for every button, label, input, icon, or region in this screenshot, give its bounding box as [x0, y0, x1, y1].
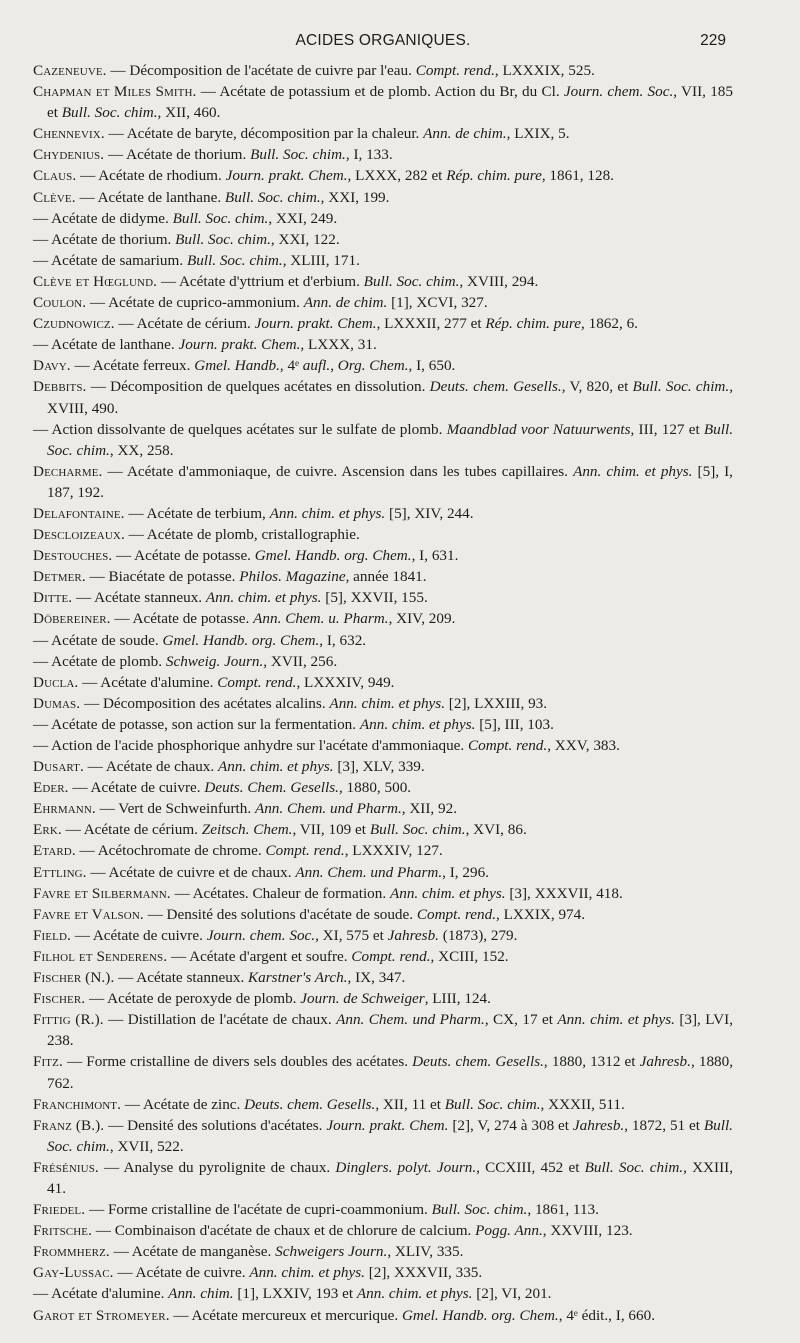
entry-text: , XVII, 256.	[263, 652, 338, 670]
entry-author: Czudnowicz.	[33, 315, 115, 333]
entry-text: , 4ᵉ	[279, 357, 303, 375]
entry-author: Descloizeaux.	[33, 526, 125, 544]
entry-author: Delafontaine.	[33, 504, 125, 522]
entry-text: — Acétate ferreux.	[70, 357, 195, 375]
bibliography-entry	[33, 1220, 733, 1241]
bibliography-entry	[33, 967, 733, 988]
entry-source-title: Schweig. Journ.	[165, 652, 264, 670]
bibliography-entry	[33, 165, 733, 186]
entry-author: Decharme.	[33, 462, 103, 480]
entry-text: — Acétate de cuivre.	[70, 926, 207, 944]
entry-text: — Densité des solutions d'acétate de soude.	[143, 905, 417, 923]
bibliography-entry	[33, 672, 733, 693]
entry-author: Fischer.	[33, 990, 86, 1008]
entry-text: , IX, 347.	[347, 969, 406, 987]
entry-source-title: Ann. de chim.	[303, 294, 388, 312]
bibliography-entry	[33, 1009, 733, 1051]
bibliography-entry	[33, 630, 733, 651]
entry-source-title: Compt. rend.	[217, 673, 297, 691]
entry-text: , LXIX, 5.	[506, 125, 570, 143]
entry-text: , 4ᵉ édit., I, 660.	[558, 1306, 656, 1324]
entry-text: , VII, 185 et	[47, 83, 733, 122]
entry-text: — Acétate de cuivre.	[113, 1264, 250, 1282]
entry-text: , CX, 17 et	[484, 1011, 558, 1029]
entry-text: — Acétate de cérium.	[61, 821, 202, 839]
entry-source-title: Jahresb.	[639, 1053, 691, 1071]
entry-text: , XVI, 86.	[465, 821, 527, 839]
entry-author: Ducla.	[33, 673, 79, 691]
entry-text: — Acétate de soude.	[33, 631, 163, 649]
entry-source-title: Journ. chem. Soc.	[563, 83, 674, 101]
entry-author: Franz (B.).	[33, 1116, 105, 1134]
entry-source-title: Deuts. Chem. Gesells.	[204, 779, 339, 797]
entry-text: , LXXXIX, 525.	[494, 62, 595, 79]
entry-text: , I, 650.	[408, 357, 456, 375]
entry-text: — Acétate de potassium et de plomb. Action du Br, du Cl.	[196, 83, 564, 101]
entry-text: — Décomposition des acétates alcalins.	[80, 694, 330, 712]
entry-text: , LXXX, 31.	[300, 336, 377, 354]
entry-source-title: Zeitsch. Chem.	[201, 821, 293, 839]
entry-text: — Acétate de rhodium.	[76, 167, 226, 185]
entry-author: Fitz.	[33, 1053, 63, 1071]
entry-source-title: Compt. rend.	[265, 842, 345, 860]
entry-author: Fischer (N.).	[33, 969, 115, 987]
entry-author: Destouches.	[33, 547, 113, 565]
entry-source-title: Dinglers. polyt. Journ.	[335, 1158, 477, 1176]
bibliography-entry	[33, 376, 733, 418]
entry-text: , I, 133.	[345, 146, 393, 164]
bibliography-list	[33, 60, 733, 1326]
entry-text: , 1862, 6.	[581, 315, 638, 333]
bibliography-entry	[33, 250, 733, 271]
entry-text: — Acétate de thorium.	[33, 230, 176, 248]
entry-text: [1], LXXIV, 193 et	[233, 1285, 357, 1303]
entry-text: , XXI, 199.	[320, 188, 390, 206]
entry-text: , LXXXIV, 949.	[296, 673, 395, 691]
entry-source-title: Journ. prakt. Chem.	[178, 336, 301, 354]
entry-text: [2], XXXVII, 335.	[364, 1264, 483, 1282]
entry-source-title: Ann. Chem. und Pharm.	[254, 800, 402, 818]
bibliography-entry	[33, 1241, 733, 1262]
entry-source-title: Gmel. Handb. org. Chem.	[401, 1306, 559, 1324]
entry-author: Friedel.	[33, 1201, 86, 1219]
bibliography-entry	[33, 1199, 733, 1220]
entry-text: — Décomposition de l'acétate de cuivre par l'eau.	[106, 62, 416, 79]
entry-text: [2], VI, 201.	[472, 1285, 552, 1303]
entry-source-title: Ann. Chem. und Pharm.	[336, 1011, 485, 1029]
entry-source-title: Ann. chim. et phys.	[329, 694, 445, 712]
entry-source-title: Rép. chim. pure	[446, 167, 542, 185]
entry-author: Filhol et Senderens.	[33, 947, 168, 965]
entry-author: Favre et Silbermann.	[33, 884, 171, 902]
entry-text: — Acétate de cuivre et de chaux.	[86, 863, 296, 881]
entry-text: — Acétate de potasse.	[112, 547, 255, 565]
entry-author: Gay-Lussac.	[33, 1264, 114, 1282]
entry-source-title: Bull. Soc. chim.	[47, 420, 733, 459]
entry-author: Field.	[33, 926, 71, 944]
entry-text: , année 1841.	[345, 568, 427, 586]
bibliography-entry	[33, 355, 733, 376]
entry-text: , 1880, 500.	[338, 779, 412, 797]
entry-text: , XXVIII, 123.	[542, 1222, 633, 1240]
entry-author: Coulon.	[33, 294, 87, 312]
entry-author: Etard.	[33, 842, 76, 860]
entry-author: Chapman et Miles Smith.	[33, 83, 197, 101]
page-header	[40, 32, 726, 56]
entry-text: , LXXXII, 277 et	[376, 315, 486, 333]
entry-text: — Acétate de zinc.	[121, 1095, 245, 1113]
bibliography-entry	[33, 524, 733, 545]
entry-author: Döbereiner.	[33, 610, 111, 628]
entry-source-title: Bull. Soc. chim.	[172, 209, 269, 227]
entry-author: Ditte.	[33, 589, 73, 607]
entry-text: — Acétate de plomb.	[33, 652, 166, 670]
entry-text: — Forme cristalline de divers sels doubles des acétates.	[62, 1053, 413, 1071]
entry-text: — Acétate de lanthane.	[75, 188, 225, 206]
entry-text: , I, 296.	[442, 863, 489, 881]
entry-source-title: Bull. Soc. chim.	[47, 1116, 733, 1155]
entry-source-title: Journ. prakt. Chem.	[326, 1116, 449, 1134]
bibliography-entry	[33, 503, 733, 524]
bibliography-entry	[33, 988, 733, 1009]
entry-text: , LXXXIV, 127.	[344, 842, 443, 860]
entry-source-title: Gmel. Handb. org. Chem.	[162, 631, 320, 649]
entry-text: , XXI, 249.	[268, 209, 338, 227]
bibliography-entry	[33, 461, 733, 503]
entry-source-title: Bull. Soc. chim.	[369, 821, 466, 839]
bibliography-entry	[33, 904, 733, 925]
bibliography-entry	[33, 798, 733, 819]
entry-source-title: Ann. Chem. u. Pharm.	[253, 610, 389, 628]
entry-source-title: Bull. Soc. chim.	[186, 251, 283, 269]
entry-text: — Acétate de lanthane.	[33, 336, 179, 354]
bibliography-entry	[33, 862, 733, 883]
entry-text: — Analyse du pyrolignite de chaux.	[98, 1158, 336, 1176]
bibliography-entry	[33, 313, 733, 334]
entry-text: [5], I, 187, 192.	[47, 462, 733, 501]
entry-source-title: Ann. chim. et phys.	[356, 1285, 473, 1303]
entry-text: , III, 127 et	[630, 420, 704, 438]
entry-source-title: Ann. chim. et phys.	[389, 884, 506, 902]
bibliography-entry	[33, 1157, 733, 1199]
entry-author: Ehrmann.	[33, 800, 96, 818]
bibliography-entry	[33, 840, 733, 861]
entry-source-title: Ann. chim. et phys.	[573, 462, 693, 480]
entry-source-title: aufl.	[302, 357, 331, 375]
entry-source-title: Ann. chim. et phys.	[205, 589, 322, 607]
entry-author: Claus.	[33, 167, 77, 185]
bibliography-entry	[33, 1305, 733, 1326]
bibliography-entry	[33, 608, 733, 629]
entry-text: [5], XIV, 244.	[385, 504, 474, 522]
entry-text: , 1880, 1312 et	[543, 1053, 640, 1071]
entry-source-title: Compt. rend.	[351, 947, 431, 965]
entry-author: Fritsche.	[33, 1222, 92, 1240]
entry-text: — Acétate de peroxyde de plomb.	[85, 990, 301, 1008]
entry-text: — Distillation de l'acétate de chaux.	[103, 1011, 337, 1029]
entry-text: — Acétate de terbium,	[124, 504, 270, 522]
entry-text: — Densité des solutions d'acétates.	[104, 1116, 327, 1134]
entry-text: — Acétate de cuivre.	[68, 779, 205, 797]
entry-text: — Acétate d'yttrium et d'erbium.	[157, 272, 364, 290]
entry-text: ,	[330, 357, 338, 375]
entry-text: , VII, 109 et	[292, 821, 370, 839]
entry-author: Garot et Stromeyer.	[33, 1306, 170, 1324]
entry-text: — Combinaison d'acétate de chaux et de chlorure de calcium.	[91, 1222, 476, 1240]
running-title: ACIDES ORGANIQUES.	[295, 32, 471, 49]
entry-source-title: Karstner's Arch.	[248, 969, 348, 987]
entry-source-title: Ann. chim. et phys.	[557, 1011, 675, 1029]
entry-text: , XLIII, 171.	[282, 251, 360, 269]
entry-author: Frésénius.	[33, 1158, 99, 1176]
entry-text: — Acétate de chaux.	[83, 758, 218, 776]
entry-text: , XIV, 209.	[388, 610, 456, 628]
bibliography-entry	[33, 419, 733, 461]
entry-source-title: Ann. chim. et phys.	[217, 758, 334, 776]
entry-author: Dumas.	[33, 694, 81, 712]
entry-source-title: Compt. rend.	[415, 62, 495, 79]
bibliography-entry	[33, 123, 733, 144]
entry-text: [3], XLV, 339.	[333, 758, 425, 776]
bibliography-entry	[33, 1051, 733, 1093]
entry-author: Debbits.	[33, 378, 87, 396]
entry-text: [1], XCVI, 327.	[387, 294, 488, 312]
entry-text: , XII, 460.	[157, 104, 221, 122]
entry-text: , XII, 92.	[401, 800, 458, 818]
entry-text: , XVIII, 490.	[47, 378, 733, 417]
entry-source-title: Gmel. Handb. org. Chem.	[254, 547, 412, 565]
entry-text: — Acétate de samarium.	[33, 251, 187, 269]
entry-text: — Acétochromate de chrome.	[75, 842, 266, 860]
entry-text: [2], LXXIII, 93.	[445, 694, 548, 712]
entry-text: [3], XXXVII, 418.	[505, 884, 623, 902]
entry-source-title: Bull. Soc. chim.	[584, 1158, 684, 1176]
entry-source-title: Bull. Soc. chim.	[363, 272, 460, 290]
bibliography-entry	[33, 946, 733, 967]
entry-text: , 1872, 51 et	[624, 1116, 704, 1134]
entry-author: Frommherz.	[33, 1243, 110, 1261]
entry-source-title: Jahresb.	[387, 926, 439, 944]
entry-text: , XXIII, 41.	[47, 1158, 733, 1197]
entry-author: Detmer.	[33, 568, 86, 586]
entry-source-title: Journ. prakt. Chem.	[225, 167, 348, 185]
entry-source-title: Compt. rend.	[416, 905, 497, 923]
entry-source-title: Deuts. chem. Gesells.	[412, 1053, 544, 1071]
entry-text: , XXV, 383.	[547, 737, 620, 754]
entry-text: — Biacétate de potasse.	[85, 568, 240, 586]
entry-source-title: Bull. Soc. chim.	[431, 1201, 528, 1219]
entry-source-title: Gmel. Handb.	[194, 357, 280, 375]
entry-text: , XXI, 122.	[270, 230, 340, 248]
entry-text: , XX, 258.	[109, 441, 174, 459]
entry-source-title: Jahresb.	[572, 1116, 625, 1134]
entry-source-title: Bull. Soc. chim.	[61, 104, 158, 122]
entry-author: Franchimont.	[33, 1095, 121, 1113]
entry-text: [5], III, 103.	[475, 715, 554, 733]
entry-author: Davy.	[33, 357, 71, 375]
entry-text: [2], V, 274 à 308 et	[448, 1116, 573, 1134]
bibliography-entry	[33, 1283, 733, 1304]
entry-author: Eder.	[33, 779, 69, 797]
entry-source-title: Ann. chim. et phys.	[269, 504, 386, 522]
bibliography-entry	[33, 208, 733, 229]
entry-source-title: Bull. Soc. chim.	[224, 188, 321, 206]
entry-source-title: Journ. prakt. Chem.	[254, 315, 377, 333]
entry-text: — Acétate de cérium.	[114, 315, 255, 333]
entry-source-title: Ann. chim. et phys.	[359, 715, 476, 733]
entry-text: , 1861, 113.	[527, 1201, 599, 1219]
entry-text: , XCIII, 152.	[430, 947, 509, 965]
bibliography-entry	[33, 1115, 733, 1157]
entry-author: Clève.	[33, 188, 76, 206]
bibliography-entry	[33, 651, 733, 672]
entry-text: — Acétate d'alumine.	[78, 673, 218, 691]
bibliography-entry	[33, 1094, 733, 1115]
bibliography-entry	[33, 777, 733, 798]
entry-author: Erk.	[33, 821, 62, 839]
bibliography-entry	[33, 187, 733, 208]
entry-author: Fittig (R.).	[33, 1011, 104, 1029]
entry-author: Clève et Hœglund.	[33, 272, 158, 290]
entry-author: Cazeneuve.	[33, 62, 107, 79]
bibliography-entry	[33, 292, 733, 313]
bibliography-entry	[33, 925, 733, 946]
entry-source-title: Deuts. chem. Gesells.	[244, 1095, 376, 1113]
entry-author: Chennevix.	[33, 125, 105, 143]
entry-source-title: Compt. rend.	[468, 737, 548, 754]
page-number: 229	[700, 32, 726, 49]
entry-text: — Acétate de potasse, son action sur la fermentation.	[33, 715, 360, 733]
entry-source-title: Ann. Chem. und Pharm.	[295, 863, 443, 881]
entry-source-title: Deuts. chem. Gesells.	[429, 378, 562, 396]
entry-text: — Acétate d'alumine.	[33, 1285, 169, 1303]
entry-text: — Acétate de thorium.	[104, 146, 251, 164]
entry-text: , LXXX, 282 et	[347, 167, 447, 185]
bibliography-entry	[33, 144, 733, 165]
entry-source-title: Bull. Soc. chim.	[444, 1095, 541, 1113]
entry-text: , CCXIII, 452 et	[476, 1158, 585, 1176]
bibliography-entry	[33, 334, 733, 355]
entry-text: — Acétate d'ammoniaque, de cuivre. Ascension dans les tubes capillaires.	[102, 462, 574, 480]
entry-text: , V, 820, et	[561, 378, 633, 396]
entry-text: — Acétate de didyme.	[33, 209, 173, 227]
entry-text: , LIII, 124.	[424, 990, 491, 1008]
bibliography-entry	[33, 60, 733, 81]
entry-text: — Vert de Schweinfurth.	[95, 800, 255, 818]
entry-author: Dusart.	[33, 758, 84, 776]
entry-source-title: Schweigers Journ.	[275, 1243, 388, 1261]
entry-author: Chydenius.	[33, 146, 105, 164]
entry-text: , LXXIX, 974.	[496, 905, 586, 923]
entry-text: — Acétate stanneux.	[72, 589, 206, 607]
entry-text: , XVII, 522.	[109, 1137, 184, 1155]
entry-text: , XVIII, 294.	[459, 272, 539, 290]
entry-source-title: Org. Chem.	[337, 357, 409, 375]
bibliography-entry	[33, 587, 733, 608]
entry-text: — Décomposition de quelques acétates en dissolution.	[86, 378, 430, 396]
entry-text: , XII, 11 et	[375, 1095, 445, 1113]
entry-source-title: Rép. chim. pure	[485, 315, 581, 333]
bibliography-entry	[33, 566, 733, 587]
entry-text: , 1861, 128.	[541, 167, 614, 185]
entry-text: — Action dissolvante de quelques acétates sur le sulfate de plomb.	[33, 420, 447, 438]
entry-text: , XXXII, 511.	[540, 1095, 625, 1113]
bibliography-entry	[33, 756, 733, 777]
entry-text: — Acétate de plomb, cristallographie.	[124, 526, 360, 544]
entry-text: — Acétate de manganèse.	[109, 1243, 276, 1261]
entry-text: — Forme cristalline de l'acétate de cupri-coammonium.	[85, 1201, 432, 1219]
entry-text: , XLIV, 335.	[387, 1243, 464, 1261]
entry-source-title: Ann. de chim.	[423, 125, 507, 143]
entry-text: — Acétate d'argent et soufre.	[167, 947, 352, 965]
entry-source-title: Philos. Magazine	[239, 568, 346, 586]
bibliography-entry	[33, 735, 733, 756]
bibliography-entry	[33, 819, 733, 840]
entry-text: , I, 632.	[319, 631, 367, 649]
entry-text: — Action de l'acide phosphorique anhydre sur l'acétate d'ammoniaque.	[33, 737, 469, 754]
entry-author: Ettling.	[33, 863, 87, 881]
entry-source-title: Ann. chim.	[168, 1285, 234, 1303]
entry-text: , I, 631.	[411, 547, 459, 565]
entry-source-title: Bull. Soc. chim.	[632, 378, 730, 396]
entry-text: , XI, 575 et	[315, 926, 388, 944]
entry-source-title: Maandblad voor Natuurwents	[446, 420, 631, 438]
bibliography-entry	[33, 271, 733, 292]
entry-text: (1873), 279.	[438, 926, 518, 944]
bibliography-entry	[33, 714, 733, 735]
entry-source-title: Ann. chim. et phys.	[249, 1264, 365, 1282]
bibliography-entry	[33, 1262, 733, 1283]
entry-text: — Acétate de baryte, décomposition par la chaleur.	[104, 125, 424, 143]
entry-text: [5], XXVII, 155.	[321, 589, 428, 607]
entry-text: [3], LVI, 238.	[47, 1011, 733, 1050]
entry-author: Favre et Valson.	[33, 905, 144, 923]
entry-text: — Acétate mercureux et mercurique.	[169, 1306, 402, 1324]
bibliography-entry	[33, 229, 733, 250]
entry-text: — Acétate de potasse.	[110, 610, 254, 628]
bibliography-entry	[33, 81, 733, 123]
bibliography-entry	[33, 883, 733, 904]
entry-text: — Acétate stanneux.	[114, 969, 249, 987]
entry-source-title: Pogg. Ann.	[475, 1222, 543, 1240]
entry-text: — Acétate de cuprico-ammonium.	[86, 294, 304, 312]
entry-text: , 1880, 762.	[47, 1053, 734, 1092]
bibliography-entry	[33, 693, 733, 714]
entry-source-title: Bull. Soc. chim.	[175, 230, 271, 248]
entry-text: — Acétates. Chaleur de formation.	[170, 884, 390, 902]
entry-source-title: Journ. de Schweiger	[300, 990, 425, 1008]
entry-source-title: Bull. Soc. chim.	[250, 146, 346, 164]
bibliography-entry	[33, 545, 733, 566]
entry-source-title: Journ. chem. Soc.	[206, 926, 316, 944]
